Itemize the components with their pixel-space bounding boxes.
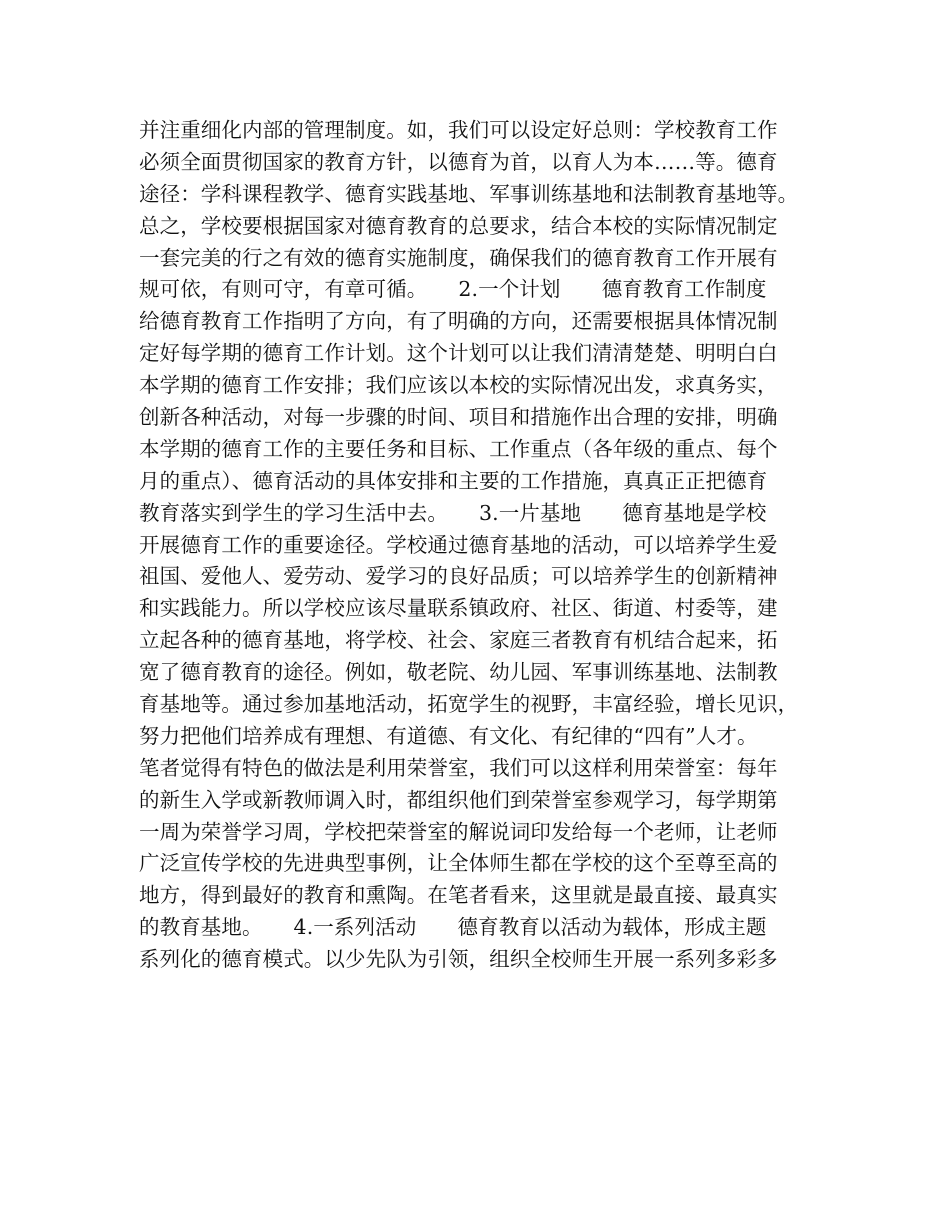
- text-line: 育基地等。通过参加基地活动，拓宽学生的视野，丰富经验，增长见识，: [139, 692, 799, 717]
- text-line: 规可依，有则可守，有章可循。 2.一个计划 德育教育工作制度: [139, 277, 767, 302]
- text-line: 定好每学期的德育工作计划。这个计划可以让我们清清楚楚、明明白白: [139, 341, 778, 366]
- text-line: 月的重点）、德育活动的具体安排和主要的工作措施，真真正正把德育: [139, 468, 768, 493]
- text-line: 开展德育工作的重要途径。学校通过德育基地的活动，可以培养学生爱: [139, 532, 778, 557]
- text-line: 笔者觉得有特色的做法是利用荣誉室，我们可以这样利用荣誉室：每年: [139, 755, 778, 780]
- text-line: 努力把他们培养成有理想、有道德、有文化、有纪律的“四有”人才。: [139, 723, 758, 748]
- text-line: 给德育教育工作指明了方向，有了明确的方向，还需要根据具体情况制: [139, 309, 778, 334]
- text-line: 地方，得到最好的教育和熏陶。在笔者看来，这里就是最直接、最真实: [139, 883, 778, 908]
- text-line: 途径：学科课程教学、德育实践基地、军事训练基地和法制教育基地等。: [139, 181, 799, 206]
- text-line: 本学期的德育工作安排；我们应该以本校的实际情况出发，求真务实，: [139, 373, 778, 398]
- text-line: 一周为荣誉学习周，学校把荣誉室的解说词印发给每一个老师，让老师: [139, 819, 778, 844]
- text-line: 必须全面贯彻国家的教育方针，以德育为首，以育人为本……等。德育: [139, 149, 778, 174]
- text-line: 一套完美的行之有效的德育实施制度，确保我们的德育教育工作开展有: [139, 245, 778, 270]
- text-line: 的新生入学或新教师调入时，都组织他们到荣誉室参观学习，每学期第: [139, 787, 778, 812]
- text-line: 祖国、爱他人、爱劳动、爱学习的良好品质；可以培养学生的创新精神: [139, 564, 778, 589]
- text-line: 创新各种活动，对每一步骤的时间、项目和措施作出合理的安排，明确: [139, 405, 778, 430]
- text-line: 广泛宣传学校的先进典型事例，让全体师生都在学校的这个至尊至高的: [139, 851, 778, 876]
- text-line: 的教育基地。 4.一系列活动 德育教育以活动为载体，形成主题: [139, 915, 767, 940]
- text-line: 宽了德育教育的途径。例如，敬老院、幼儿园、军事训练基地、法制教: [139, 660, 778, 685]
- text-line: 总之，学校要根据国家对德育教育的总要求，结合本校的实际情况制定: [139, 213, 778, 238]
- body-text: [139, 115, 839, 976]
- text-line: 立起各种的德育基地，将学校、社会、家庭三者教育有机结合起来，拓: [139, 628, 778, 653]
- text-line: 系列化的德育模式。以少先队为引领，组织全校师生开展一系列多彩多: [139, 947, 778, 972]
- text-line: 和实践能力。所以学校应该尽量联系镇政府、社区、街道、村委等，建: [139, 596, 778, 621]
- text-line: 本学期的德育工作的主要任务和目标、工作重点（各年级的重点、每个: [139, 436, 778, 461]
- text-line: 并注重细化内部的管理制度。如，我们可以设定好总则：学校教育工作: [139, 118, 778, 142]
- text-line: 教育落实到学生的学习生活中去。 3.一片基地 德育基地是学校: [139, 500, 767, 525]
